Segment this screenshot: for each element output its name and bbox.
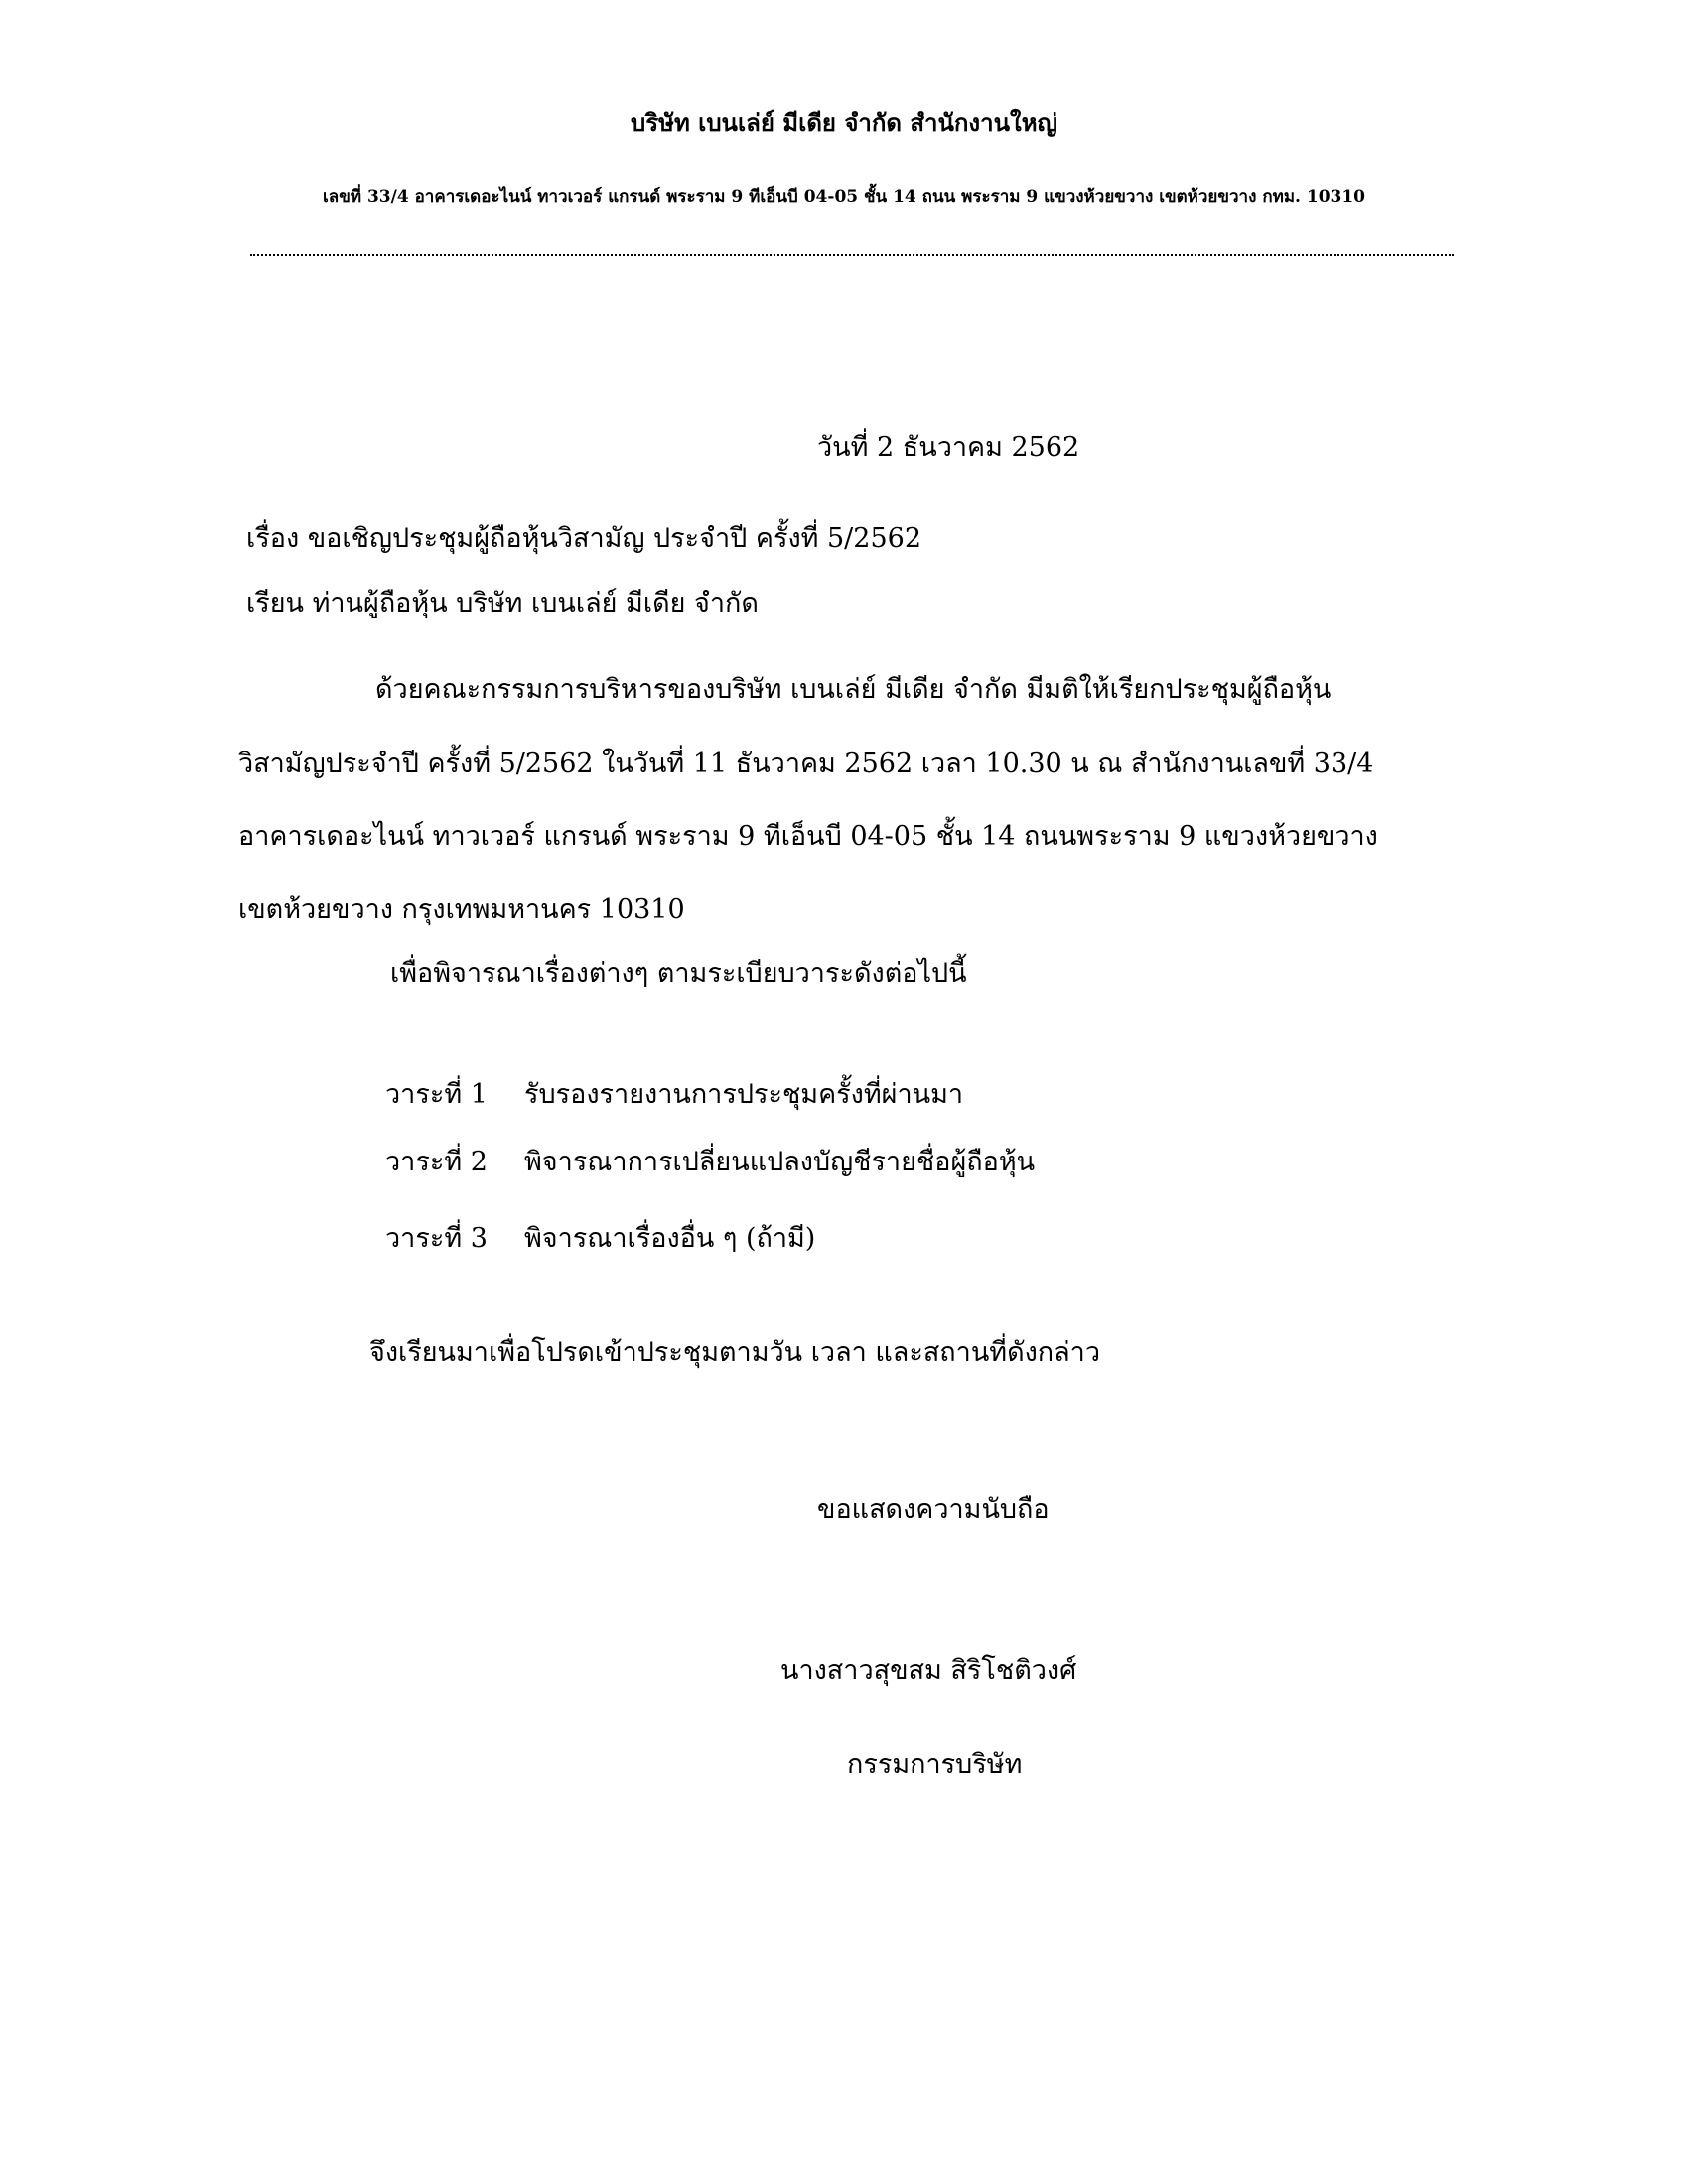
body-line: เขตห้วยขวาง กรุงเทพมหานคร 10310 bbox=[238, 894, 685, 925]
dotted-divider bbox=[250, 254, 1454, 256]
agenda-text: พิจารณาการเปลี่ยนแปลงบัญชีรายชื่อผู้ถือหุ้น bbox=[524, 1147, 1036, 1177]
company-address: เลขที่ 33/4 อาคารเดอะไนน์ ทาวเวอร์ แกรนด์ พระราม 9 ทีเอ็นบี 04-05 ชั้น 14 ถนน พระราม 9 แขวงห้วยขวาง เขตห้วยขวาง กทม. 10310 bbox=[322, 187, 1366, 206]
body-line: วิสามัญประจำปี ครั้งที่ 5/2562 ในวันที่ 11 ธันวาคม 2562 เวลา 10.30 น ณ สำนักงานเลขที่ 33/4 bbox=[238, 749, 1374, 779]
signer-position: กรรมการบริษัท bbox=[847, 1749, 1023, 1780]
regards-line: ขอแสดงความนับถือ bbox=[817, 1494, 1050, 1525]
closing-statement: จึงเรียนมาเพื่อโปรดเข้าประชุมตามวัน เวลา และสถานที่ดังกล่าว bbox=[369, 1337, 1101, 1368]
agenda-item bbox=[385, 1140, 1035, 1182]
letter-recipient: เรียน ท่านผู้ถือหุ้น บริษัท เบนเล่ย์ มีเดีย จำกัด bbox=[246, 588, 759, 618]
agenda-item bbox=[385, 1216, 815, 1259]
company-header-title: บริษัท เบนเล่ย์ มีเดีย จำกัด สำนักงานใหญ่ bbox=[631, 108, 1057, 137]
body-line: เพื่อพิจารณาเรื่องต่างๆ ตามระเบียบวาระดังต่อไปนี้ bbox=[390, 958, 967, 989]
agenda-text: พิจารณาเรื่องอื่น ๆ (ถ้ามี) bbox=[524, 1223, 816, 1254]
agenda-item bbox=[385, 1072, 963, 1115]
body-line: อาคารเดอะไนน์ ทาวเวอร์ แกรนด์ พระราม 9 ทีเอ็นบี 04-05 ชั้น 14 ถนนพระราม 9 แขวงห้วยขวาง bbox=[238, 821, 1378, 852]
agenda-number: วาระที่ 3 bbox=[385, 1223, 488, 1254]
signer-name: นางสาวสุขสม สิริโชติวงศ์ bbox=[780, 1655, 1077, 1686]
body-line: ด้วยคณะกรรมการบริหารของบริษัท เบนเล่ย์ มีเดีย จำกัด มีมติให้เรียกประชุมผู้ถือหุ้น bbox=[375, 674, 1332, 705]
agenda-number: วาระที่ 2 bbox=[385, 1147, 488, 1177]
agenda-number: วาระที่ 1 bbox=[385, 1079, 488, 1110]
letter-subject: เรื่อง ขอเชิญประชุมผู้ถือหุ้นวิสามัญ ประจำปี ครั้งที่ 5/2562 bbox=[246, 523, 921, 554]
letter-date: วันที่ 2 ธันวาคม 2562 bbox=[817, 432, 1080, 463]
agenda-text: รับรองรายงานการประชุมครั้งที่ผ่านมา bbox=[524, 1079, 964, 1110]
